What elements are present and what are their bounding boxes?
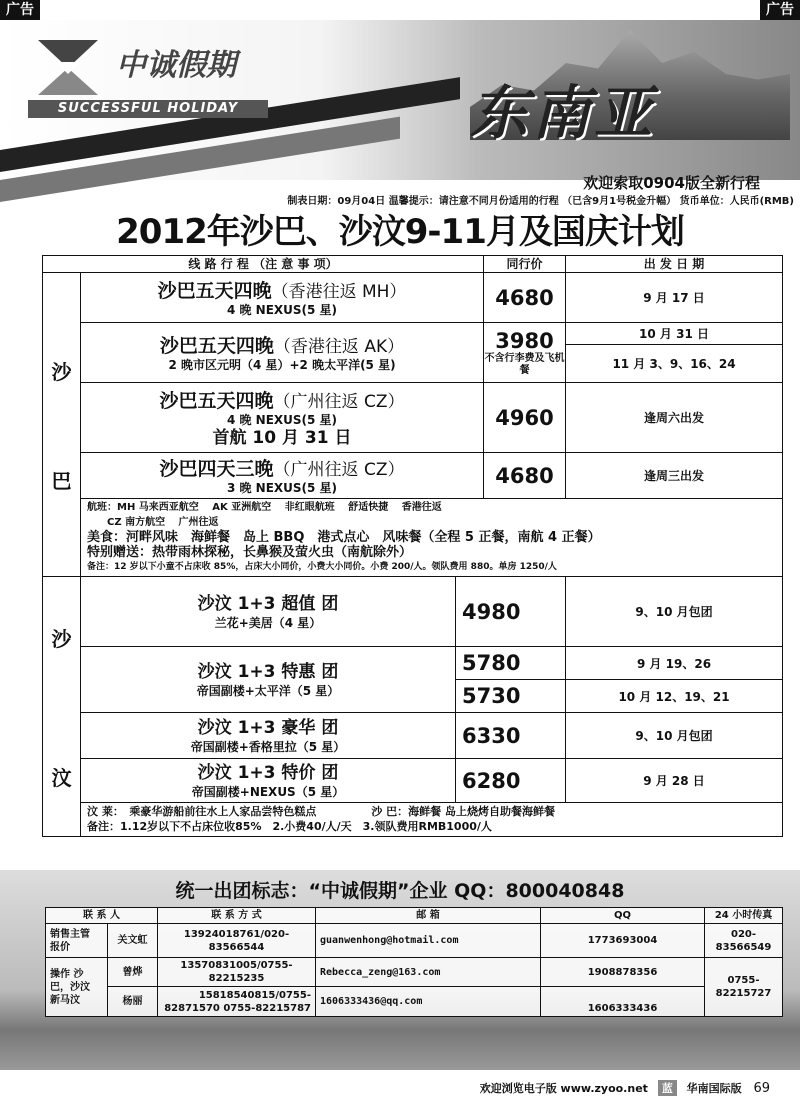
edition-badge-icon: 蓝 [658,1080,677,1096]
contact-row [46,924,783,958]
ad-tag-left: 广告 [0,0,40,20]
header-qq: QQ [541,908,705,924]
side-label-sarawak: 沙 汶 [43,577,81,837]
date: 9、10 月包团 [566,713,783,759]
route-cell: 沙巴四天三晚（广州往返 CZ） 3 晚 NEXUS(5 星) [81,453,484,499]
logo-mark-icon [38,40,98,95]
role: 销售主管 报价 [46,924,108,958]
sabah-sarawak-table [42,255,783,837]
table-row [43,647,783,680]
sarawak-notes: 汶 莱： 乘豪华游船前往水上人家品尝特色糕点 沙 巴：海鲜餐 岛上烧烤自助餐海鲜餐 备注：1.12岁以下不占床位收85% 2.小费40/人/天 3.领队费用RMB1000/人 [43,803,783,837]
header-price: 同行价 [484,256,566,273]
name: 杨丽 [108,987,158,1017]
contact-row [46,958,783,987]
date: 逢周三出发 [566,453,783,499]
qq: 1773693004 [541,924,705,958]
welcome-text: 欢迎索取0904版全新行程 [583,174,760,192]
email-link[interactable]: Rebecca_zeng@163.com [316,958,541,987]
route-cell: 沙汶 1+3 特价 团 帝国副楼+NEXUS（5 星） [81,759,456,803]
table-row [43,713,783,759]
sabah-notes: 航班：MH 马来西亚航空 AK 亚洲航空 非红眼航班 舒适快捷 香港往返 CZ 南方航空 广州往返 美食：河畔风味 海鲜餐 岛上 BBQ 港式点心 风味餐（全程 5 正餐，南航 4 正餐） 特别赠送：热带雨林探秘，长鼻猴及萤火虫（南航除外） 备注：12 岁以下小童不占床收 85%，占床大小同价，小费大小同价。小费 200/人。领队费用 880。单房 1250/人 [43,499,783,577]
header-email: 邮 箱 [316,908,541,924]
table-row [43,383,783,453]
date: 9 月 17 日 [566,273,783,323]
qq: 1606333436 [541,987,705,1017]
contacts-table [45,907,783,1017]
page-title: 2012年沙巴、沙汶9-11月及国庆计划 [116,212,684,252]
price: 4680 [484,273,566,323]
date: 10 月 12、19、21 [566,680,783,713]
header-fax: 24 小时传真 [705,908,783,924]
logo-cn: 中诚假期 [116,48,236,83]
date: 11 月 3、9、16、24 [566,345,783,383]
info-line: 制表日期：09月04日 温馨提示：请注意不同月份适用的行程 （已含9月1号税金升幅） 货币单位：人民币(RMB) [287,196,794,207]
date: 逢周六出发 [566,383,783,453]
route-cell: 沙巴五天四晚（香港往返 AK） 2 晚市区元明（4 星）+2 晚太平洋(5 星) [81,323,484,383]
email-link[interactable]: guanwenhong@hotmail.com [316,924,541,958]
fax: 0755-82215727 [705,958,783,1017]
company-logo [28,40,278,120]
price: 4980 [456,577,566,647]
table-row [43,759,783,803]
price: 4680 [484,453,566,499]
price: 6280 [456,759,566,803]
route-cell: 沙巴五天四晚（广州往返 CZ） 4 晚 NEXUS(5 星) 首航 10 月 31 日 [81,383,484,453]
table-row [43,453,783,499]
date: 9 月 19、26 [566,647,783,680]
phone: 15818540815/0755-82871570 0755-82215787 [158,987,316,1017]
region-title: 东南亚 [470,79,657,147]
fax: 020-83566549 [705,924,783,958]
header-date: 出 发 日 期 [566,256,783,273]
route-cell: 沙汶 1+3 豪华 团 帝国副楼+香格里拉（5 星） [81,713,456,759]
group-banner: 统一出团标志：“中诚假期”企业 QQ：800040848 [175,880,625,902]
logo-en: SUCCESSFUL HOLIDAY [28,100,268,118]
table-row [43,323,783,345]
ad-tag-right: 广告 [760,0,800,20]
date: 9、10 月包团 [566,577,783,647]
name: 关文虹 [108,924,158,958]
price: 4960 [484,383,566,453]
contacts-header [46,908,783,924]
header-route: 线 路 行 程 （注 意 事 项） [43,256,484,273]
page-number: 69 [753,1081,770,1096]
route-cell: 沙汶 1+3 超值 团 兰花+美居（4 星） [81,577,456,647]
route-cell: 沙巴五天四晚（香港往返 MH） 4 晚 NEXUS(5 星) [81,273,484,323]
footer [480,1080,770,1096]
table-row [43,577,783,647]
price-cell: 3980 不含行李费及飞机餐 [484,323,566,383]
edition: 华南国际版 [686,1082,742,1095]
table-header [43,256,783,273]
footer-text: 欢迎浏览电子版 www.zyoo.net [479,1082,648,1095]
qq: 1908878356 [541,958,705,987]
price: 5730 [456,680,566,713]
route-cell: 沙汶 1+3 特惠 团 帝国副楼+太平洋（5 星） [81,647,456,713]
header-phone: 联 系 方 式 [158,908,316,924]
side-label-sabah: 沙 巴 [43,273,81,577]
contact-row [46,987,783,1017]
role: 操作 沙巴，沙汶 新马汶 [46,958,108,1017]
price: 6330 [456,713,566,759]
email-link[interactable]: 1606333436@qq.com [316,987,541,1017]
price: 5780 [456,647,566,680]
header-contact: 联 系 人 [46,908,158,924]
phone: 13924018761/020-83566544 [158,924,316,958]
phone: 13570831005/0755-82215235 [158,958,316,987]
date: 10 月 31 日 [566,323,783,345]
date: 9 月 28 日 [566,759,783,803]
table-row [43,273,783,323]
name: 曾烨 [108,958,158,987]
